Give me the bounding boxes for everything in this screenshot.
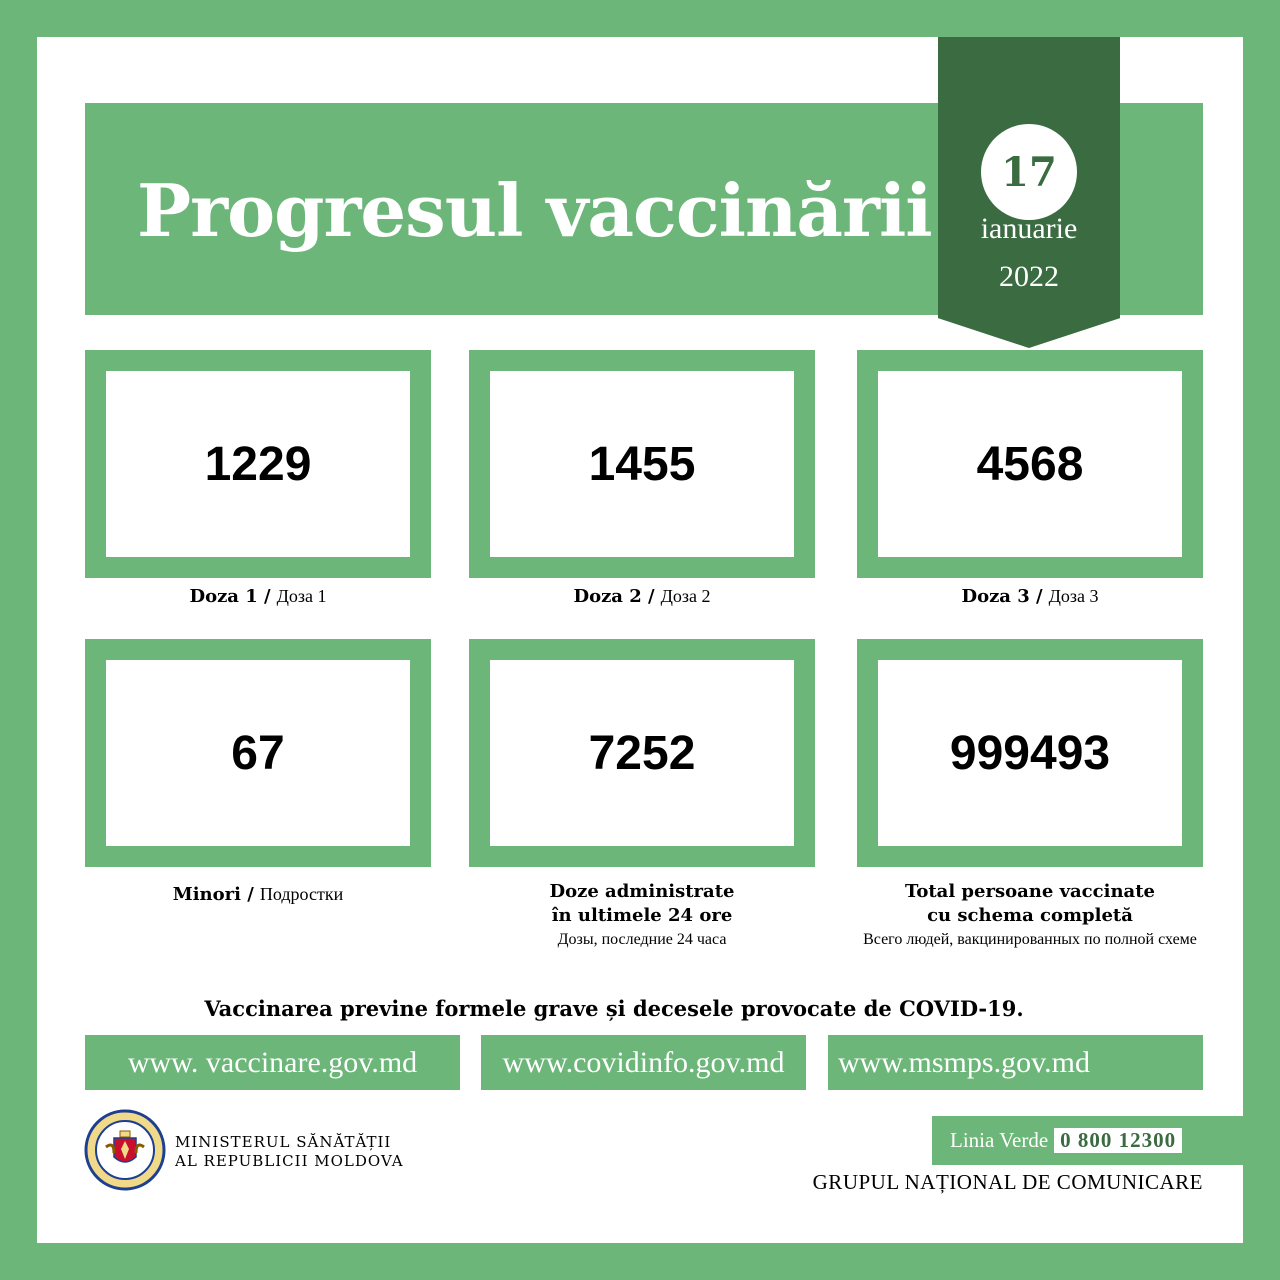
stat-label-ro-line1: Doze administrate bbox=[549, 881, 735, 902]
stat-label-ro-line2: cu schema completă bbox=[927, 905, 1133, 926]
stat-label-ro: Doza 2 / bbox=[573, 586, 655, 607]
stat-value-dose1: 1229 bbox=[204, 437, 312, 491]
ministry-name bbox=[175, 1133, 404, 1171]
stat-label-ru: Всего людей, вакцинированных по полной схеме bbox=[863, 931, 1197, 948]
link-covidinfo[interactable]: www.covidinfo.gov.md bbox=[481, 1035, 806, 1090]
stat-box-minors bbox=[85, 639, 431, 867]
stat-label-ru: Доза 1 bbox=[276, 586, 327, 606]
stat-box-dose1 bbox=[85, 350, 431, 578]
hotline-label: Linia Verde bbox=[950, 1128, 1049, 1152]
stat-value-dose2: 1455 bbox=[588, 437, 696, 491]
tagline: Vaccinarea previne formele grave și decesele provocate de COVID-19. bbox=[204, 996, 1024, 1021]
stat-label-dose1 bbox=[48, 584, 468, 609]
stat-box-dose2 bbox=[469, 350, 815, 578]
page-title: Progresul vaccinării bbox=[137, 168, 932, 253]
hotline-number[interactable]: 0 800 12300 bbox=[1054, 1128, 1182, 1153]
link-msmps[interactable]: www.msmps.gov.md bbox=[828, 1035, 1203, 1090]
ministry-line1: MINISTERUL SĂNĂTĂȚII bbox=[175, 1133, 392, 1151]
date-month: ianuarie bbox=[980, 212, 1078, 245]
stat-label-ru: Доза 2 bbox=[660, 586, 711, 606]
hotline-banner bbox=[932, 1116, 1243, 1165]
stat-label-ro-line1: Total persoane vaccinate bbox=[905, 881, 1155, 902]
stat-box-dose3 bbox=[857, 350, 1203, 578]
stat-label-dose2 bbox=[432, 584, 852, 609]
stat-label-minors bbox=[48, 882, 468, 907]
stat-label-ro-line2: în ultimele 24 ore bbox=[551, 905, 733, 926]
stat-label-dose3 bbox=[820, 584, 1240, 609]
date-year: 2022 bbox=[999, 260, 1059, 293]
stat-label-ru: Доза 3 bbox=[1048, 586, 1099, 606]
communication-group: GRUPUL NAȚIONAL DE COMUNICARE bbox=[812, 1170, 1203, 1194]
stat-label-ru: Дозы, последние 24 часа bbox=[557, 931, 727, 948]
stat-label-fully-vaccinated bbox=[820, 880, 1240, 952]
stat-label-ro: Minori / bbox=[172, 884, 254, 905]
stat-label-ro: Doza 3 / bbox=[961, 586, 1043, 607]
stat-value-last24h: 7252 bbox=[588, 726, 696, 780]
date-day: 17 bbox=[981, 124, 1077, 220]
stat-label-ro: Doza 1 / bbox=[189, 586, 271, 607]
link-vaccinare[interactable]: www. vaccinare.gov.md bbox=[85, 1035, 460, 1090]
ministry-line2: AL REPUBLICII MOLDOVA bbox=[175, 1152, 404, 1170]
stat-value-minors: 67 bbox=[231, 726, 285, 780]
stat-value-dose3: 4568 bbox=[976, 437, 1084, 491]
stat-label-ru: Подростки bbox=[259, 884, 344, 904]
stat-box-fully-vaccinated bbox=[857, 639, 1203, 867]
stat-box-last24h bbox=[469, 639, 815, 867]
stat-label-last24h bbox=[432, 880, 852, 952]
stat-value-fully-vaccinated: 999493 bbox=[949, 726, 1111, 780]
government-seal-logo bbox=[84, 1105, 166, 1195]
